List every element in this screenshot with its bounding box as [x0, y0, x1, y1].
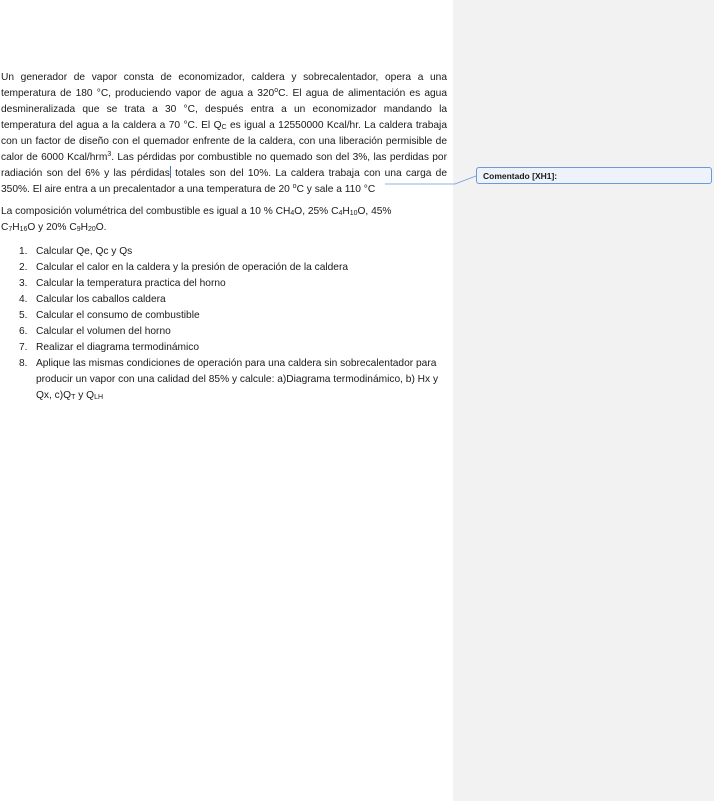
list-item[interactable]: 5. Calcular el consumo de combustible [19, 310, 200, 321]
list-item[interactable]: 6. Calcular el volumen del horno [19, 326, 171, 337]
comment-margin-pane [453, 0, 714, 801]
problem-statement-paragraph[interactable]: Un generador de vapor consta de economizador, caldera y sobrecalentador, opera a una temperatura de 180 °C, produciendo vapor de agua a 320$^o$C. El agua de alimentación es agua desmineralizada que se trata a 30 °C, después entra a un economizador mandando la temperatura del agua a la caldera a 70 °C. El $Q_C$ es igual a 12550000 Kcal/hr. La caldera trabaja con un factor de diseño con el quemador enfrente de la caldera, con una liberación permisible de calor de 6000 Kcal/hrm$^3$. Las pérdidas por combustible no quemado son del 3%, las perdidas por radiación son del 6% y las pérdidas totales son del 10%. La caldera trabaja con una carga de 350%. El aire entra a un precalentador a una temperatura de 20 $^o$C y sale a 110 °C [1, 72, 447, 195]
comment-balloon[interactable] [476, 167, 712, 184]
comment-author-label: Comentado [XH1]: [483, 171, 558, 181]
list-item[interactable]: 1. Calcular Qe, Qc y Qs [19, 246, 133, 257]
list-item[interactable]: 4. Calcular los caballos caldera [19, 294, 166, 305]
document-body[interactable] [1, 70, 447, 404]
list-item[interactable]: 8. Aplique las mismas condiciones de operación para una caldera sin sobrecalentador para producir un vapor con una calidad del 85% y calcule: a)Diagrama termodinámico, b) Hx y Qx, $c)Q_T$ y $Q_{LH}$ [19, 358, 439, 401]
list-item[interactable]: 7. Realizar el diagrama termodinámico [19, 342, 200, 353]
list-item[interactable]: 2. Calcular el calor en la caldera y la presión de operación de la caldera [19, 262, 349, 273]
list-item[interactable]: 3. Calcular la temperatura practica del horno [19, 278, 226, 289]
fuel-composition-paragraph[interactable]: La composición volumétrica del combustible es igual a 10 % $CH_4O$, 25% $C_4H_{10}O$, 45% $C_7H_{16}O$ y 20% $C_9H_{20}O$. [1, 206, 392, 233]
task-list [1, 244, 447, 404]
